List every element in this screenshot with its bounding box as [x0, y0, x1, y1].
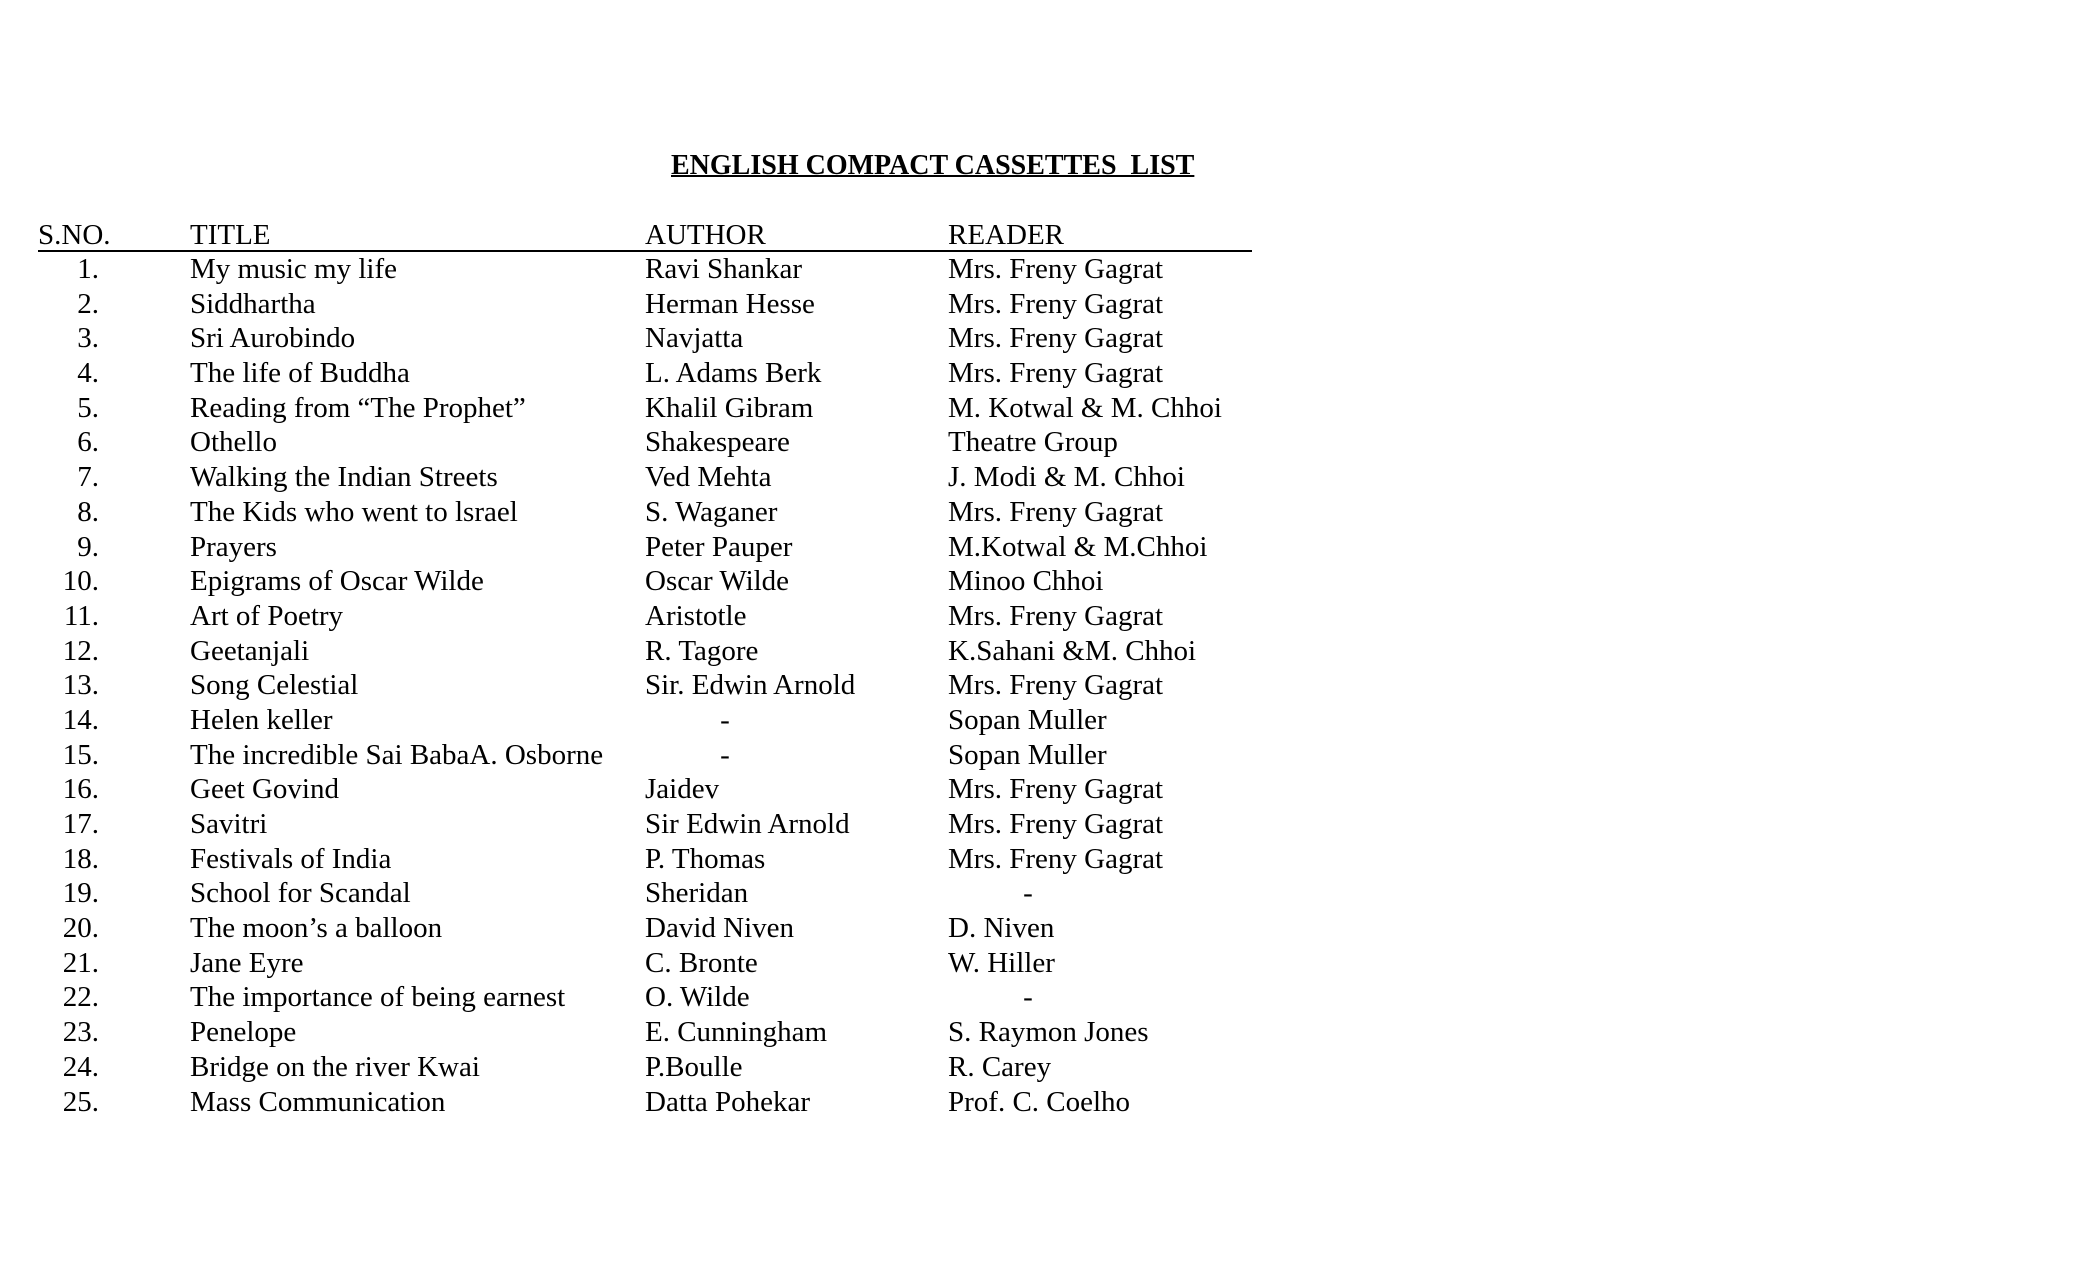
table-row [38, 460, 1252, 495]
cell-reader: Prof. C. Coelho [948, 1085, 1131, 1118]
cell-sno: 7. [77, 461, 99, 494]
cell-reader: K.Sahani &M. Chhoi [948, 634, 1197, 667]
cell-title: Siddhartha [190, 287, 316, 320]
cell-sno: 20. [62, 912, 99, 945]
cassettes-table [38, 218, 1252, 1119]
cell-title: Bridge on the river Kwai [190, 1050, 480, 1083]
table-row [38, 946, 1252, 981]
cell-author: Navjatta [645, 322, 744, 355]
cell-sno: 8. [77, 495, 99, 528]
cell-author: Aristotle [645, 599, 747, 632]
table-row [38, 321, 1252, 356]
cell-reader: Mrs. Freny Gagrat [948, 322, 1164, 355]
table-row [38, 876, 1252, 911]
cell-title: Festivals of India [190, 842, 392, 875]
cell-sno: 5. [77, 391, 99, 424]
table-row [38, 599, 1252, 634]
cell-author: O. Wilde [645, 981, 750, 1014]
cell-author: Sir Edwin Arnold [645, 808, 850, 840]
table-row [38, 356, 1252, 391]
cell-title: The incredible Sai BabaA. Osborne [190, 738, 604, 771]
table-row [38, 287, 1252, 322]
table-row [38, 911, 1252, 946]
table-body [38, 252, 1252, 1119]
cell-author: Khalil Gibram [645, 391, 814, 424]
cell-title: Sri Aurobindo [190, 322, 356, 355]
table-row [38, 634, 1252, 669]
cell-title: The life of Buddha [190, 357, 410, 390]
cell-sno: 13. [62, 669, 99, 702]
cell-sno: 12. [62, 634, 99, 667]
cell-reader: Mrs. Freny Gagrat [948, 287, 1164, 320]
cell-title: Geetanjali [190, 634, 310, 667]
table-row [38, 425, 1252, 460]
cell-author: Shakespeare [645, 426, 790, 459]
cell-reader: Mrs. Freny Gagrat [948, 357, 1164, 390]
cell-sno: 24. [62, 1050, 99, 1083]
cell-author: - [720, 738, 730, 771]
cell-sno: 21. [62, 946, 99, 979]
cell-title: School for Scandal [190, 877, 411, 910]
header-sno: S.NO. [38, 219, 111, 251]
cell-sno: 11. [63, 599, 99, 632]
table-row [38, 530, 1252, 565]
table-row [38, 772, 1252, 807]
cell-reader: J. Modi & M. Chhoi [948, 461, 1185, 494]
cell-reader: Sopan Muller [948, 703, 1107, 736]
cell-reader: Mrs. Freny Gagrat [948, 773, 1164, 806]
table-row [38, 842, 1252, 877]
table-row [38, 703, 1252, 738]
cell-title: My music my life [190, 253, 398, 285]
table-row [38, 564, 1252, 599]
document-title: ENGLISH COMPACT CASSETTES LIST [671, 150, 1195, 181]
cell-sno: 19. [62, 877, 99, 910]
cell-title: The Kids who went to lsrael [190, 495, 518, 528]
cell-sno: 17. [62, 808, 99, 840]
table-row [38, 1015, 1252, 1050]
cell-reader: Mrs. Freny Gagrat [948, 253, 1164, 285]
header-reader: READER [948, 219, 1064, 251]
cell-sno: 9. [77, 530, 99, 563]
table-header [38, 218, 1252, 252]
table-row [38, 495, 1252, 530]
table-row [38, 807, 1252, 842]
cell-sno: 3. [77, 322, 99, 355]
cell-author: P.Boulle [645, 1050, 743, 1083]
cell-author: C. Bronte [645, 946, 758, 979]
cell-title: The moon’s a balloon [190, 912, 443, 945]
cell-title: Helen keller [190, 703, 333, 736]
cell-reader: Mrs. Freny Gagrat [948, 599, 1164, 632]
table-row [38, 252, 1252, 287]
cell-reader: Mrs. Freny Gagrat [948, 669, 1164, 702]
cell-reader: M.Kotwal & M.Chhoi [948, 530, 1208, 563]
cell-author: - [720, 703, 730, 736]
cell-sno: 25. [62, 1085, 99, 1118]
header-author: AUTHOR [645, 219, 766, 251]
cell-author: R. Tagore [645, 634, 759, 667]
cell-reader: Sopan Muller [948, 738, 1107, 771]
cell-author: Jaidev [645, 773, 720, 806]
cell-author: Datta Pohekar [645, 1085, 811, 1118]
cell-reader: S. Raymon Jones [948, 1016, 1149, 1049]
cell-author: P. Thomas [645, 842, 766, 875]
cell-reader: Mrs. Freny Gagrat [948, 842, 1164, 875]
cell-sno: 4. [77, 357, 99, 390]
cell-title: The importance of being earnest [190, 981, 566, 1014]
cell-title: Geet Govind [190, 773, 339, 806]
cell-author: L. Adams Berk [645, 357, 822, 390]
cell-author: Ved Mehta [645, 461, 772, 494]
cell-title: Othello [190, 426, 277, 459]
table-row [38, 738, 1252, 773]
cell-sno: 10. [62, 565, 99, 598]
cell-author: Sheridan [645, 877, 749, 910]
cell-title: Jane Eyre [190, 946, 304, 979]
table-row [38, 1085, 1252, 1120]
cell-reader: Minoo Chhoi [948, 565, 1104, 598]
cell-title: Epigrams of Oscar Wilde [190, 565, 484, 598]
cell-sno: 23. [62, 1016, 99, 1049]
cell-sno: 1. [77, 253, 99, 285]
cell-title: Prayers [190, 530, 277, 563]
cell-reader: R. Carey [948, 1050, 1052, 1083]
cell-author: Peter Pauper [645, 530, 793, 563]
cell-reader: W. Hiller [948, 946, 1055, 979]
cell-author: Herman Hesse [645, 287, 815, 320]
cell-author: David Niven [645, 912, 794, 945]
table-row [38, 1050, 1252, 1085]
cell-title: Penelope [190, 1016, 297, 1049]
cell-reader: D. Niven [948, 912, 1055, 945]
cell-title: Art of Poetry [190, 599, 344, 632]
cell-title: Walking the Indian Streets [190, 461, 498, 494]
cell-sno: 14. [62, 703, 99, 736]
cell-reader: Mrs. Freny Gagrat [948, 808, 1164, 840]
cell-reader: Theatre Group [948, 426, 1118, 459]
cell-reader: Mrs. Freny Gagrat [948, 495, 1164, 528]
cell-title: Song Celestial [190, 669, 359, 702]
cell-reader: - [1023, 877, 1033, 910]
cell-reader: - [1023, 981, 1033, 1014]
table-row [38, 980, 1252, 1015]
cell-sno: 18. [62, 842, 99, 875]
table-row [38, 668, 1252, 703]
cell-title: Mass Communication [190, 1085, 446, 1118]
cell-author: Oscar Wilde [645, 565, 790, 598]
cell-author: Sir. Edwin Arnold [645, 669, 856, 702]
cell-sno: 2. [77, 287, 99, 320]
header-title: TITLE [190, 219, 271, 251]
cell-title: Reading from “The Prophet” [190, 391, 526, 424]
cell-author: E. Cunningham [645, 1016, 828, 1049]
cell-author: S. Waganer [645, 495, 778, 528]
cell-sno: 16. [62, 773, 99, 806]
cell-title: Savitri [190, 808, 268, 840]
cell-reader: M. Kotwal & M. Chhoi [948, 391, 1222, 424]
cell-author: Ravi Shankar [645, 253, 803, 285]
cell-sno: 22. [62, 981, 99, 1014]
cell-sno: 15. [62, 738, 99, 771]
cell-sno: 6. [77, 426, 99, 459]
table-row [38, 391, 1252, 426]
